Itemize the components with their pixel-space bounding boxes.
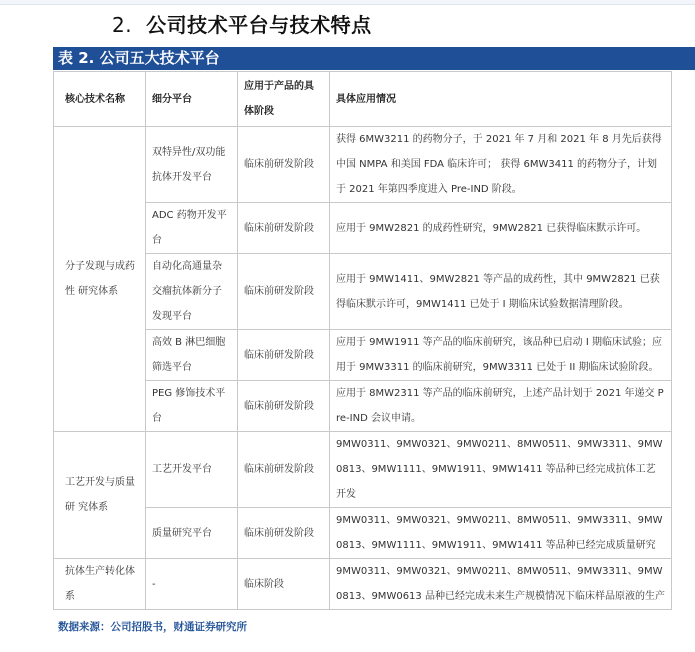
stage-cell: 临床前研发阶段 [238,330,330,381]
application-cell: 应用于 9MW1911 等产品的临床前研究，该品种已启动 I 期临床试验；应用于 9MW3311 的临床前研究，9MW3311 已处于 II 期临床试验阶段。 [330,330,672,381]
section-number: 2. [112,13,133,37]
application-cell: 应用于 8MW2311 等产品的临床前研究，上述产品计划于 2021 年递交 Pre-IND 会议申请。 [330,381,672,432]
stage-cell: 临床前研发阶段 [238,203,330,254]
stage-cell: 临床前研发阶段 [238,432,330,508]
sub-platform-cell: 自动化高通量杂交瘤抗体新分子发现平台 [146,254,238,330]
header-core-tech: 核心技术名称 [54,72,146,127]
header-sub-platform: 细分平台 [146,72,238,127]
sub-platform-cell: - [146,559,238,610]
core-tech-cell: 分子发现与成药性 研究体系 [54,127,146,432]
sub-platform-cell: 质量研究平台 [146,508,238,559]
table-row [54,381,672,432]
application-cell: 9MW0311、9MW0321、9MW0211、8MW0511、9MW3311、9MW0813、9MW1111、9MW1911、9MW1411 等品种已经完成质量研究 [330,508,672,559]
table-row [54,508,672,559]
table-row [54,330,672,381]
application-cell: 获得 6MW3211 的药物分子，于 2021 年 7 月和 2021 年 8 月先后获得中国 NMPA 和美国 FDA 临床许可； 获得 6MW3411 的药物分子，计划于 2021 年第四季度进入 Pre-IND 阶段。 [330,127,672,203]
header-application: 具体应用情况 [330,72,672,127]
application-cell: 9MW0311、9MW0321、9MW0211、8MW0511、9MW3311、9MW0813、9MW1111、9MW1911、9MW1411 等品种已经完成抗体工艺开发 [330,432,672,508]
table-row [54,203,672,254]
top-banner-strip [0,0,695,5]
table-header-row [54,72,672,127]
table-row [54,559,672,610]
application-cell: 应用于 9MW2821 的成药性研究，9MW2821 已获得临床默示许可。 [330,203,672,254]
stage-cell: 临床前研发阶段 [238,254,330,330]
sub-platform-cell: 工艺开发平台 [146,432,238,508]
core-tech-cell: 抗体生产转化体系 [54,559,146,610]
table-row [54,432,672,508]
data-source-note: 数据来源：公司招股书，财通证券研究所 [58,621,247,633]
section-heading [112,9,372,38]
stage-cell: 临床前研发阶段 [238,381,330,432]
stage-cell: 临床前研发阶段 [238,127,330,203]
platform-table [53,71,672,610]
sub-platform-cell: 高效 B 淋巴细胞筛选平台 [146,330,238,381]
table-title: 表 2. 公司五大技术平台 [53,47,695,70]
sub-platform-cell: 双特异性/双功能抗体开发平台 [146,127,238,203]
sub-platform-cell: ADC 药物开发平台 [146,203,238,254]
table-row [54,254,672,330]
application-cell: 9MW0311、9MW0321、9MW0211、8MW0511、9MW3311、9MW0813、9MW0613 品种已经完成未来生产规模情况下临床样品原液的生产 [330,559,672,610]
header-stage: 应用于产品的具体阶段 [238,72,330,127]
application-cell: 应用于 9MW1411、9MW2821 等产品的成药性，其中 9MW2821 已获得临床默示许可，9MW1411 已处于 I 期临床试验数据清理阶段。 [330,254,672,330]
sub-platform-cell: PEG 修饰技术平台 [146,381,238,432]
section-title: 公司技术平台与技术特点 [146,13,372,37]
stage-cell: 临床阶段 [238,559,330,610]
core-tech-cell: 工艺开发与质量研 究体系 [54,432,146,559]
table-row [54,127,672,203]
stage-cell: 临床前研发阶段 [238,508,330,559]
